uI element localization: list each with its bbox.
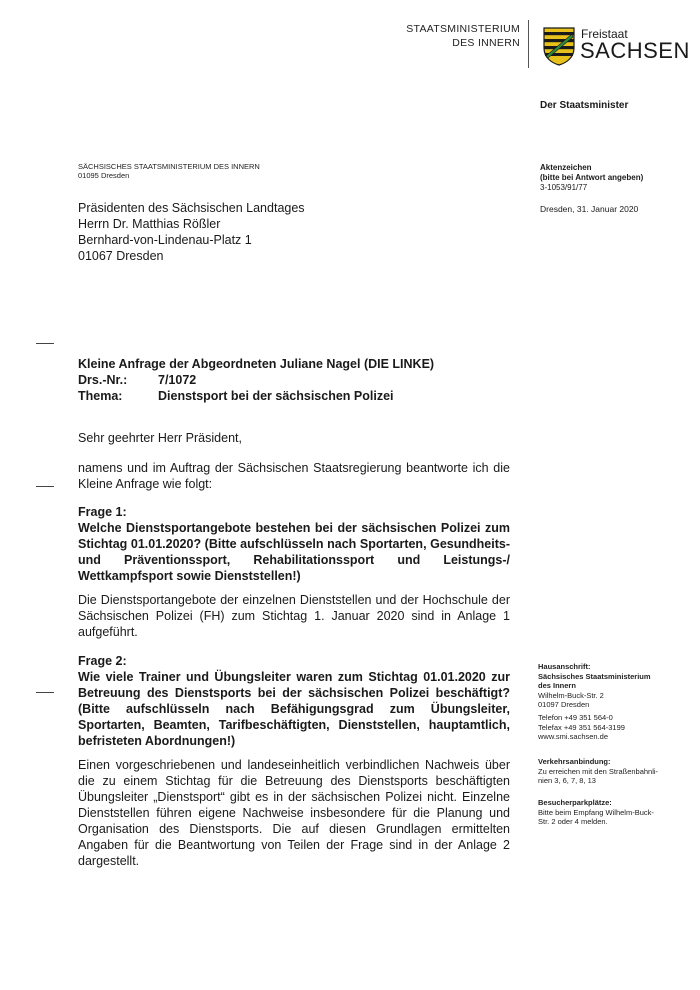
address-line-2: des Innern <box>538 681 576 690</box>
contact-web[interactable]: www.smi.sachsen.de <box>538 732 609 741</box>
address-line-3: Wilhelm-Buck-Str. 2 <box>538 690 604 700</box>
fold-mark-bottom <box>36 692 54 693</box>
transit-line-2: nien 3, 6, 7, 8, 13 <box>538 776 596 785</box>
question-2 <box>78 653 510 749</box>
question-2-text: Wie viele Trainer und Übungsleiter waren zum Stichtag 01.01.2020 zur Betreuung des Dienstsports bei der sächsischen Polizei beschäftigt? (Bitte aufschlüsseln nach Befähigungsgrad zum Übungsleiter, Sportarten, Beamten, Tarifbeschäftigten, Dienststellen, hauptamtlich, befristeten Abordnungen!) <box>78 670 510 748</box>
reference-block <box>540 163 643 193</box>
answer-2: Einen vorgeschriebenen und landeseinheitlich verbindlichen Nachweis über die zu einem Stichtag für die Betreuung des Dienstsports beschäftigten Übungsleiter „Dienstsport“ gibt es in der sächsischen Polizei nicht. Einzelne Dienststellen führen eigene Nachweise insbesondere für die Planung und Organisation des Dienstsports. Die auf diesen Grundlagen ermittelten Angaben für die Beantwortung von Teilen der Frage sind in der Anlage 2 dargestellt. <box>78 758 510 868</box>
reference-label: Aktenzeichen <box>540 163 592 172</box>
sender-city: 01095 Dresden <box>78 171 130 180</box>
recipient-line-4: 01067 Dresden <box>78 249 164 263</box>
parking-label: Besucherparkplätze: <box>538 798 612 807</box>
sidebar-parking <box>538 798 678 827</box>
ministry-line-2: DES INNERN <box>452 37 520 49</box>
reference-hint: (bitte bei Antwort angeben) <box>540 173 644 182</box>
recipient-line-2: Herrn Dr. Matthias Rößler <box>78 217 221 231</box>
sidebar-address <box>538 662 678 710</box>
state-label-big: SACHSEN <box>580 38 690 63</box>
transit-line-1: Zu erreichen mit den Straßenbahnli- <box>538 766 659 776</box>
subject-block <box>78 356 434 404</box>
address-label: Hausanschrift: <box>538 662 591 671</box>
thema-label: Thema: <box>78 389 123 403</box>
contact-fax: Telefax +49 351 564-3199 <box>538 722 625 732</box>
sidebar-transit <box>538 757 678 786</box>
question-1-text: Welche Dienstsportangebote bestehen bei der sächsischen Polizei zum Stichtag 01.01.2020? (Bitte aufschlüsseln nach Sportarten, Gesundheits- und Präventionssport, Rehabilitationssport und Leistungs-/ Wettkampfsport sowie Dienststellen!) <box>78 521 510 583</box>
salutation: Sehr geehrter Herr Präsident, <box>78 431 242 445</box>
address-line-4: 01097 Dresden <box>538 700 590 709</box>
transit-label: Verkehrsanbindung: <box>538 757 611 766</box>
sidebar-contact <box>538 713 678 742</box>
answer-1: Die Dienstsportangebote der einzelnen Dienststellen und der Hochschule der Sächsischen Polizei (FH) zum Stichtag 1. Januar 2020 sind in Anlage 1 aufgeführt. <box>78 593 510 639</box>
ministry-line-1: STAATSMINISTERIUM <box>406 23 520 35</box>
ministry-name <box>330 22 520 50</box>
state-label-small: Freistaat <box>581 27 628 41</box>
sender-line <box>78 162 260 180</box>
address-line-1: Sächsisches Staatsministerium <box>538 671 651 681</box>
recipient-line-1: Präsidenten des Sächsischen Landtages <box>78 201 305 215</box>
drs-value: 7/1072 <box>158 373 197 387</box>
subject-title: Kleine Anfrage der Abgeordneten Juliane Nagel (DIE LINKE) <box>78 357 435 371</box>
question-2-title: Frage 2: <box>78 654 127 668</box>
parking-line-1: Bitte beim Empfang Wilhelm-Buck- <box>538 807 654 817</box>
sender-name: SÄCHSISCHES STAATSMINISTERIUM DES INNERN <box>78 162 260 171</box>
question-1-title: Frage 1: <box>78 505 127 519</box>
punch-mark <box>36 486 54 487</box>
minister-title: Der Staatsminister <box>540 100 629 111</box>
drs-row <box>78 372 434 388</box>
thema-value: Dienstsport bei der sächsischen Polizei <box>158 389 394 403</box>
contact-phone: Telefon +49 351 564-0 <box>538 713 613 722</box>
parking-line-2: Str. 2 oder 4 melden. <box>538 817 608 826</box>
fold-mark-top <box>36 343 54 344</box>
letter-date: Dresden, 31. Januar 2020 <box>540 204 639 214</box>
recipient-address <box>78 200 305 264</box>
recipient-line-3: Bernhard-von-Lindenau-Platz 1 <box>78 233 252 247</box>
reference-value: 3-1053/91/77 <box>540 183 588 192</box>
drs-label: Drs.-Nr.: <box>78 373 128 387</box>
intro-paragraph: namens und im Auftrag der Sächsischen Staatsregierung beantworte ich die Kleine Anfrage wie folgt: <box>78 461 510 491</box>
question-1 <box>78 504 510 584</box>
thema-row <box>78 388 434 404</box>
saxony-crest-icon <box>542 26 576 66</box>
letterhead-divider <box>528 20 529 68</box>
